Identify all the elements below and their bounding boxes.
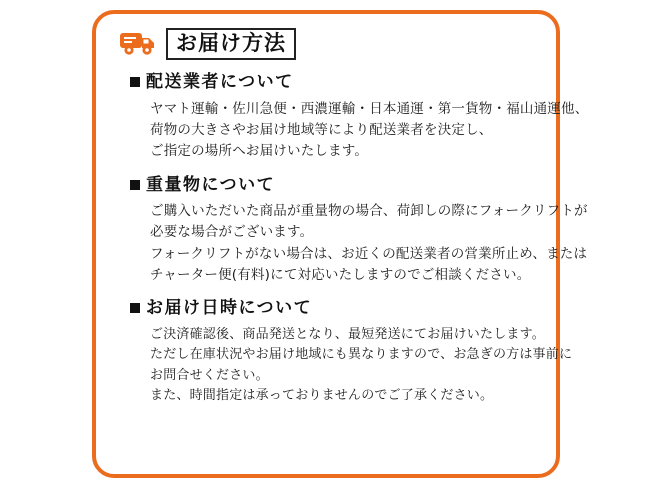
body-line: ヤマト運輸・佐川急便・西濃運輸・日本通運・第一貨物・福山通運他、	[150, 100, 589, 117]
section-body	[150, 325, 573, 407]
section-heading-label: 配送業者について	[146, 72, 294, 93]
card-header	[120, 28, 540, 60]
body-line: フォークリフトがない場合は、お近くの配送業者の営業所止め、または	[150, 245, 588, 262]
card-title: お届け方法	[176, 31, 286, 55]
delivery-info-card	[92, 10, 589, 478]
body-line: 荷物の大きさやお届け地域等により配送業者を決定し、	[150, 121, 493, 138]
section-heavy-items	[112, 174, 588, 287]
body-line: ただし在庫状況やお届け地域にも異なりますので、お急ぎの方は事前に	[150, 347, 573, 363]
section-heading-label: お届け日時について	[146, 298, 313, 319]
section-body	[150, 201, 588, 286]
body-line: チャーター便(有料)にて対応いたしますのでご相談ください。	[150, 266, 531, 283]
card-title-box	[166, 28, 296, 60]
section-heading-label: 重量物について	[146, 174, 276, 195]
section-body	[150, 99, 589, 163]
section-heading	[130, 72, 540, 92]
body-line: お問合せください。	[150, 367, 269, 383]
body-line: ご指定の場所へお届けいたします。	[150, 143, 369, 160]
square-bullet-icon	[130, 180, 140, 190]
body-line: 必要な場合がございます。	[150, 224, 314, 241]
body-line: また、時間指定は承っておりませんのでご了承ください。	[150, 388, 494, 404]
card-inner	[112, 28, 589, 460]
body-line: ご決済確認後、商品発送となり、最短発送にてお届けいたします。	[150, 326, 545, 342]
body-line: ご購入いただいた商品が重量物の場合、荷卸しの際にフォークリフトが	[150, 202, 588, 219]
section-heading	[130, 175, 540, 195]
delivery-truck-icon	[120, 29, 156, 59]
section-carriers	[112, 72, 589, 162]
square-bullet-icon	[130, 77, 140, 87]
section-heading	[130, 298, 540, 318]
square-bullet-icon	[130, 303, 140, 313]
section-delivery-date	[112, 298, 573, 407]
